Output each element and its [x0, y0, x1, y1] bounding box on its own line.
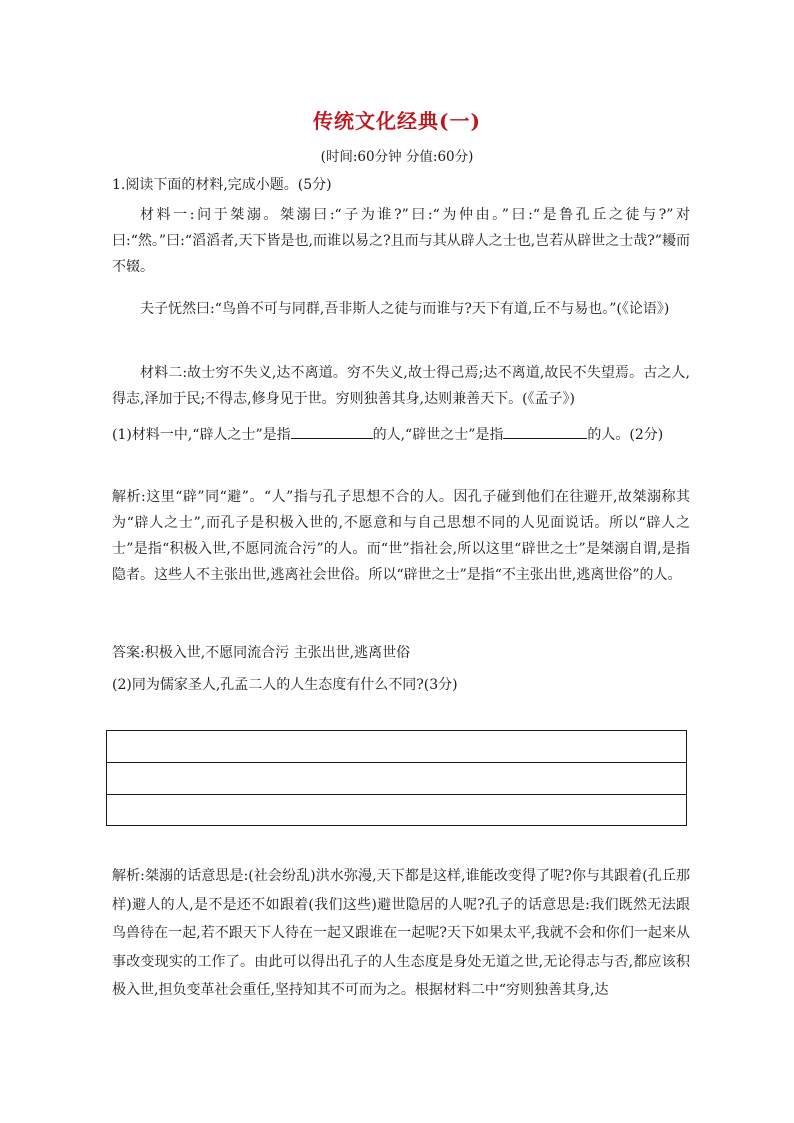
answer-blank-1[interactable] — [291, 424, 373, 439]
answer-line — [107, 762, 686, 763]
sub-question-1-analysis: 解析:这里“辟”同“避”。“人”指与孔子思想不合的人。因孔子碰到他们在往避开,故桀溺称其为“辟人之士”,而孔子是积极入世的,不愿意和与自己思想不同的人见面说话。所以“辟人之士”是指“积极入世,不愿同流合污”的人。而“世”指社会,所以这里“辟世之士”是桀溺自谓,是指隐者。这些人不主张出世,逃离社会世俗。所以“辟世之士”是指“不主张出世,逃离世俗”的人。 — [112, 489, 690, 583]
sub-question-2: (2)同为儒家圣人,孔孟二人的人生态度有什么不同?(3分) — [112, 677, 458, 693]
sub-question-2-analysis: 解析:桀溺的话意思是:(社会纷乱)洪水弥漫,天下都是这样,谁能改变得了呢?你与其跟着(孔丘那样)避人的人,是不是还不如跟着(我们这些)避世隐居的人呢?孔子的话意思是:我们既然无法跟鸟兽待在一起,若不跟天下人待在一起又跟谁在一起呢?天下如果太平,我就不会和你们一起来从事改变现实的工作了。由此可以得出孔子的人生态度是身处无道之世,无论得志与否,都应该积极入世,担负变革社会重任,坚持知其不可而为之。根据材料二中“穷则独善其身,达 — [112, 868, 690, 998]
answer-line — [107, 794, 686, 795]
answer-lines-box[interactable] — [106, 730, 687, 826]
material-one-paragraph: 材料一:问于桀溺。桀溺曰:“子为谁?”曰:“为仲由。”曰:“是鲁孔丘之徒与?”对曰:“然。”曰:“滔滔者,天下皆是也,而谁以易之?且而与其从辟人之士也,岂若从辟世之士哉?”耰而不辍。 — [112, 207, 690, 275]
sub-question-1-answer: 答案:积极入世,不愿同流合污 主张出世,逃离世俗 — [112, 645, 411, 661]
exam-time-score: (时间:60分钟 分值:60分) — [320, 149, 474, 165]
question-stem: 1.阅读下面的材料,完成小题。(5分) — [112, 177, 332, 193]
document-title: 传统文化经典(一) — [313, 109, 481, 133]
sub-question-1 — [112, 422, 690, 448]
material-one-confucius-paragraph: 夫子怃然曰:“鸟兽不可与同群,吾非斯人之徒与而谁与?天下有道,丘不与易也。”(《论语》) — [140, 301, 670, 317]
sub-question-1-part-b: 的人,“辟世之士”是指 — [372, 427, 504, 443]
sub-question-1-part-c: 的人。(2分) — [587, 427, 664, 443]
answer-blank-2[interactable] — [503, 424, 587, 439]
material-two-paragraph: 材料二:故士穷不失义,达不离道。穷不失义,故士得己焉;达不离道,故民不失望焉。古之人,得志,泽加于民;不得志,修身见于世。穷则独善其身,达则兼善天下。(《孟子》) — [112, 365, 690, 407]
sub-question-1-part-a: (1)材料一中,“辟人之士”是指 — [112, 427, 291, 443]
